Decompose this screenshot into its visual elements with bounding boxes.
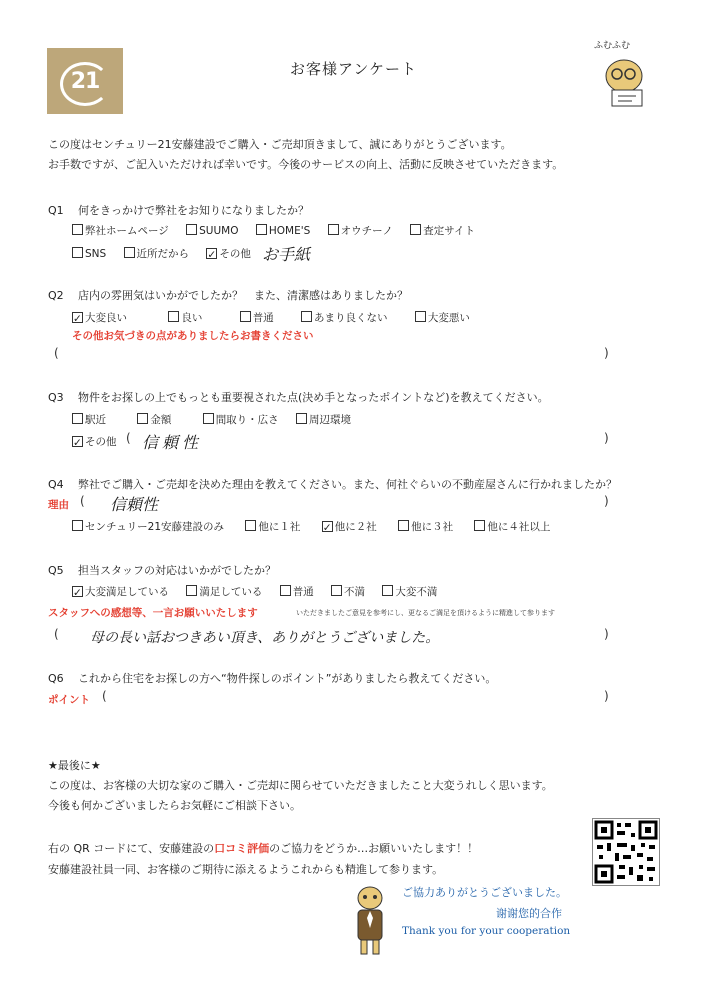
q1-number: Q1 bbox=[48, 204, 64, 217]
checkbox[interactable] bbox=[203, 413, 214, 424]
thanks-english: Thank you for your cooperation bbox=[402, 925, 571, 937]
q5-question: Q5 担当スタッフの対応はいかがでしたか？ bbox=[48, 564, 276, 577]
q6-question: Q6 これから住宅をお探しの方へ“物件探しのポイント”がありましたら教えてください。 bbox=[48, 672, 497, 685]
q3-option[interactable]: 間取り・広さ bbox=[203, 412, 279, 427]
checkbox[interactable] bbox=[474, 520, 485, 531]
dog-mascot-icon bbox=[592, 50, 662, 110]
q2-option[interactable]: 普通 bbox=[240, 310, 274, 325]
q1-option[interactable]: HOME'S bbox=[256, 224, 310, 237]
q4-options bbox=[72, 519, 550, 534]
paren-close: ) bbox=[604, 346, 609, 360]
q1-option[interactable]: 査定サイト bbox=[410, 223, 475, 238]
q4-option-checked[interactable]: ✓ 他に２社 bbox=[322, 521, 377, 534]
qr-code-icon bbox=[593, 819, 659, 885]
checkbox-checked[interactable]: ✓ bbox=[73, 587, 82, 599]
q5-prompt: スタッフへの感想等、一言お願いいたします bbox=[48, 607, 258, 619]
q5-option[interactable]: 普通 bbox=[280, 584, 314, 599]
paren-open: ( bbox=[54, 346, 59, 360]
checkbox[interactable] bbox=[280, 585, 291, 596]
q2-option[interactable]: 大変悪い bbox=[415, 310, 470, 325]
q3-handwritten-answer: 信頼性 bbox=[142, 433, 203, 452]
checkbox[interactable] bbox=[301, 311, 312, 322]
q5-note: いただきましたご意見を参考にし、更なるご満足を頂けるように精進して参ります bbox=[296, 609, 555, 617]
checkbox-checked[interactable]: ✓ bbox=[207, 249, 217, 261]
checkbox[interactable] bbox=[124, 247, 135, 258]
q2-option[interactable]: あまり良くない bbox=[301, 310, 388, 325]
mascot-text: ふむふむ bbox=[594, 41, 631, 51]
q2-option[interactable]: 良い bbox=[168, 310, 202, 325]
q5-option[interactable]: 大変不満 bbox=[382, 584, 437, 599]
checkbox-checked[interactable]: ✓ bbox=[73, 313, 82, 325]
q1-option[interactable]: SUUMO bbox=[186, 224, 238, 237]
q4-option[interactable]: 他に１社 bbox=[245, 519, 300, 534]
q2-question: Q2 店内の雰囲気はいかがでしたか？ また、清潔感はありましたか？ bbox=[48, 289, 408, 302]
checkbox[interactable] bbox=[168, 311, 179, 322]
qr-request-line: 右の QR コードにて、安藤建設の口コミ評価のご協力をどうか…お願いいたします！！ bbox=[48, 842, 479, 855]
q3-question: Q3 物件をお探しの上でもっとも重要視された点(決め手となったポイントなど)を教えてください。 bbox=[48, 391, 549, 404]
checkbox[interactable] bbox=[382, 585, 393, 596]
review-qr-code[interactable] bbox=[592, 818, 660, 886]
q1-question bbox=[48, 202, 309, 218]
checkbox-checked[interactable]: ✓ bbox=[322, 522, 332, 534]
q2-options bbox=[72, 310, 484, 325]
checkbox[interactable] bbox=[186, 585, 197, 596]
q3-option[interactable]: 周辺環境 bbox=[296, 412, 351, 427]
closing-heading: ★最後に★ bbox=[48, 759, 101, 772]
thanks-chinese: 谢谢您的合作 bbox=[496, 907, 562, 920]
checkbox[interactable] bbox=[398, 520, 409, 531]
q4-handwritten-answer: 信頼性 bbox=[110, 495, 159, 514]
q3-option[interactable]: 金額 bbox=[137, 412, 171, 427]
q1-option-checked[interactable]: ✓ その他 bbox=[207, 248, 251, 261]
q1-options-row2 bbox=[72, 246, 265, 261]
checkbox-checked[interactable]: ✓ bbox=[73, 437, 82, 449]
q2-prompt: その他お気づきの点がありましたらお書きください bbox=[72, 330, 314, 342]
page-title: お客様アンケート bbox=[289, 60, 418, 78]
checkbox[interactable] bbox=[296, 413, 307, 424]
closing-line-1: この度は、お客様の大切な家のご購入・ご売却に関らせていただきましたこと大変うれしく思います。 bbox=[48, 779, 553, 792]
checkbox[interactable] bbox=[415, 311, 426, 322]
checkbox[interactable] bbox=[186, 224, 197, 235]
q4-question: Q4 弊社でご購入・ご売却を決めた理由を教えてください。また、何社ぐらいの不動産屋さんに行かれましたか？ bbox=[48, 478, 617, 491]
q4-reason-label: 理由 bbox=[48, 499, 69, 511]
checkbox[interactable] bbox=[331, 585, 342, 596]
checkbox[interactable] bbox=[328, 224, 339, 235]
closing-final: 安藤建設社員一同、お客様のご期待に添えるようこれからも精進して参ります。 bbox=[48, 863, 444, 876]
thanks-japanese: ご協力ありがとうございました。 bbox=[402, 886, 567, 899]
q1-handwritten-answer: お手紙 bbox=[262, 245, 311, 264]
q1-option[interactable]: SNS bbox=[72, 247, 106, 260]
intro-line-2: お手数ですが、ご記入いただければ幸いです。今後のサービスの向上、活動に反映させていただきます。 bbox=[48, 158, 564, 171]
review-highlight: 口コミ評価 bbox=[214, 842, 270, 855]
q4-option[interactable]: 他に４社以上 bbox=[474, 519, 550, 534]
closing-line-2: 今後も何かございましたらお気軽にご相談下さい。 bbox=[48, 799, 301, 812]
checkbox[interactable] bbox=[245, 520, 256, 531]
q1-options-row1 bbox=[72, 223, 489, 238]
checkbox[interactable] bbox=[240, 311, 251, 322]
q4-option[interactable]: センチュリー21安藤建設のみ bbox=[72, 519, 224, 534]
q5-option[interactable]: 不満 bbox=[331, 584, 365, 599]
q3-options bbox=[72, 412, 365, 427]
q5-option[interactable]: 満足している bbox=[186, 584, 262, 599]
q1-option[interactable]: オウチーノ bbox=[328, 223, 393, 238]
q1-option[interactable]: 近所だから bbox=[124, 246, 190, 261]
q5-handwritten-answer: 母の長い話おつきあい頂き、ありがとうございました。 bbox=[90, 630, 440, 646]
intro-line-1: この度はセンチュリー21安藤建設でご購入・ご売却頂きまして、誠にありがとうございます。 bbox=[48, 138, 512, 151]
dog-in-suit-icon bbox=[350, 884, 390, 960]
q4-option[interactable]: 他に３社 bbox=[398, 519, 453, 534]
checkbox[interactable] bbox=[256, 224, 267, 235]
q1-option[interactable]: 弊社ホームページ bbox=[72, 223, 169, 238]
checkbox[interactable] bbox=[72, 224, 83, 235]
checkbox[interactable] bbox=[137, 413, 148, 424]
q5-option-checked[interactable]: ✓ 大変満足している bbox=[73, 586, 169, 599]
checkbox[interactable] bbox=[72, 520, 83, 531]
q5-options bbox=[72, 584, 451, 599]
checkbox[interactable] bbox=[410, 224, 421, 235]
q1-text: 何をきっかけで弊社をお知りになりましたか？ bbox=[78, 204, 309, 217]
q3-option[interactable]: 駅近 bbox=[72, 412, 106, 427]
q3-other-option[interactable]: ✓ その他 bbox=[73, 436, 117, 449]
q2-option-checked[interactable]: ✓ 大変良い bbox=[73, 312, 127, 325]
logo-text: 21 bbox=[70, 68, 100, 94]
checkbox[interactable] bbox=[72, 413, 83, 424]
q6-point-label: ポイント bbox=[48, 694, 90, 706]
checkbox[interactable] bbox=[72, 247, 83, 258]
